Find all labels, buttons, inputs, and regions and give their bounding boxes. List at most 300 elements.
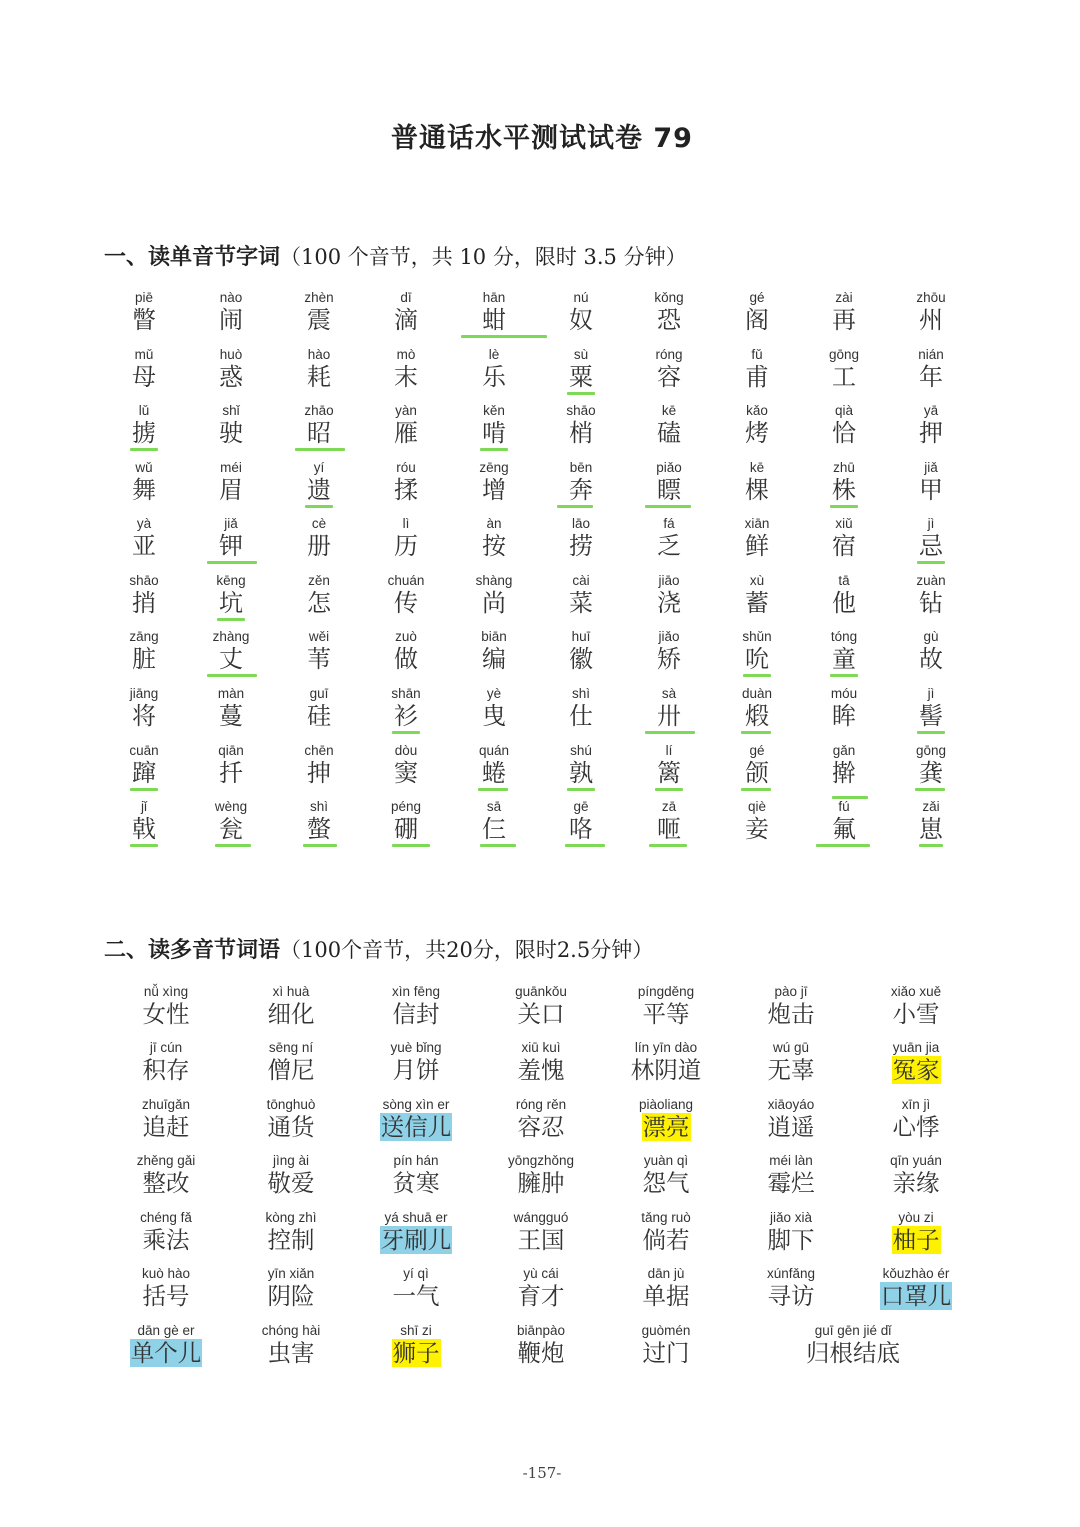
hanzi: 瞥	[132, 306, 156, 334]
word-hanzi-wrap	[471, 1226, 611, 1254]
syllable-item	[459, 404, 529, 447]
pinyin: gōng	[915, 743, 947, 758]
pinyin: qiān	[218, 743, 244, 758]
syllable-item	[371, 687, 441, 730]
pinyin: biān	[481, 629, 507, 644]
word-item	[96, 1267, 236, 1310]
syllable-item	[809, 517, 879, 560]
syllable-item	[371, 291, 441, 334]
hanzi: 硼	[394, 815, 418, 843]
underline-mark	[480, 448, 508, 451]
syllable-item	[722, 687, 792, 730]
syllable-item	[546, 800, 616, 843]
syllable-item	[546, 404, 616, 447]
underline-mark	[741, 788, 771, 791]
syllable-item	[109, 404, 179, 447]
pinyin: yè	[486, 686, 502, 701]
syllable-item	[896, 517, 966, 560]
underline-mark	[743, 674, 771, 677]
word-hanzi-wrap	[846, 1000, 986, 1028]
syllable-item	[896, 744, 966, 787]
word-item	[596, 1211, 736, 1254]
word-item	[721, 1098, 861, 1141]
syllable-item	[371, 800, 441, 843]
word-hanzi: 倘若	[642, 1226, 690, 1254]
pinyin: péng	[390, 799, 422, 814]
hanzi: 仕	[569, 702, 593, 730]
section-2-heading	[104, 933, 653, 964]
word-item	[721, 1267, 861, 1310]
word-hanzi-wrap	[471, 1000, 611, 1028]
underline-mark	[567, 788, 595, 791]
hanzi: 奔	[569, 476, 593, 504]
hanzi: 闹	[219, 306, 243, 334]
pinyin: wèng	[214, 799, 248, 814]
word-hanzi: 鞭炮	[517, 1339, 565, 1367]
word-hanzi: 追赶	[142, 1113, 190, 1141]
pinyin: cài	[572, 573, 590, 588]
underline-mark	[830, 505, 858, 508]
pinyin: yàn	[395, 403, 417, 418]
word-item	[221, 1211, 361, 1254]
hanzi: 忌	[919, 532, 943, 560]
syllable-item	[284, 404, 354, 447]
hanzi: 宿	[832, 532, 856, 560]
syllable-item	[634, 574, 704, 617]
underline-mark	[130, 844, 158, 847]
underline-mark	[480, 844, 516, 847]
underline-mark	[215, 844, 251, 847]
pinyin: fú	[838, 799, 850, 814]
underline-mark	[295, 448, 345, 451]
syllable-item	[196, 630, 266, 673]
syllable-item	[459, 348, 529, 391]
word-hanzi-wrap	[96, 1226, 236, 1254]
syllable-item	[196, 517, 266, 560]
syllable-item	[109, 744, 179, 787]
syllable-item	[722, 291, 792, 334]
syllable-item	[459, 291, 529, 334]
word-hanzi: 送信儿	[380, 1113, 452, 1141]
word-hanzi-wrap	[596, 1226, 736, 1254]
pinyin: sà	[661, 686, 677, 701]
hanzi: 吮	[745, 645, 769, 673]
word-hanzi: 关口	[517, 1000, 565, 1028]
word-item	[721, 1041, 861, 1084]
syllable-item	[722, 800, 792, 843]
word-hanzi-wrap	[221, 1339, 361, 1367]
word-item	[346, 1041, 486, 1084]
pinyin: wú gū	[772, 1040, 810, 1055]
underline-mark	[649, 844, 687, 847]
hanzi: 亚	[132, 532, 156, 560]
word-item	[471, 1267, 611, 1310]
hanzi: 蚶	[482, 306, 506, 334]
syllable-item	[809, 630, 879, 673]
syllable-item	[109, 687, 179, 730]
syllable-item	[809, 574, 879, 617]
syllable-item	[546, 517, 616, 560]
section-2-note: （100个音节，共20分，限时2.5分钟）	[280, 938, 654, 962]
hanzi: 髻	[919, 702, 943, 730]
underline-mark	[557, 505, 593, 508]
hanzi: 孰	[569, 759, 593, 787]
underline-mark	[917, 561, 945, 564]
pinyin: zā	[661, 799, 677, 814]
pinyin: wǔ	[135, 460, 153, 475]
syllable-item	[284, 348, 354, 391]
pinyin: zěn	[308, 573, 330, 588]
pinyin: kǎo	[746, 403, 768, 418]
pinyin: sù	[573, 347, 589, 362]
word-hanzi-wrap	[346, 1339, 486, 1367]
hanzi: 抻	[307, 759, 331, 787]
syllable-item	[371, 744, 441, 787]
pinyin: gù	[923, 629, 939, 644]
word-hanzi-wrap	[346, 1282, 486, 1310]
pinyin: huò	[219, 347, 243, 362]
pinyin: yuān jia	[892, 1040, 940, 1055]
underline-mark	[392, 731, 420, 734]
word-hanzi-wrap	[96, 1113, 236, 1141]
word-hanzi-wrap	[221, 1226, 361, 1254]
pinyin: kēng	[216, 573, 246, 588]
underline-mark	[645, 731, 695, 734]
word-item	[596, 985, 736, 1028]
pinyin: wěi	[308, 629, 330, 644]
hanzi: 棵	[745, 476, 769, 504]
word-hanzi-wrap	[96, 1282, 236, 1310]
word-item	[596, 1154, 736, 1197]
word-hanzi: 单个儿	[130, 1339, 202, 1367]
pinyin: hào	[307, 347, 331, 362]
pinyin: dī	[400, 290, 412, 305]
word-hanzi-wrap	[846, 1169, 986, 1197]
pinyin: xù	[749, 573, 765, 588]
pinyin: hān	[482, 290, 506, 305]
syllable-item	[196, 687, 266, 730]
syllable-item	[896, 291, 966, 334]
pinyin: jiāng	[129, 686, 159, 701]
syllable-item	[196, 461, 266, 504]
word-hanzi: 心悸	[892, 1113, 940, 1141]
word-hanzi: 小雪	[892, 1000, 940, 1028]
pinyin: shǐ	[222, 403, 240, 418]
underline-mark	[217, 618, 245, 621]
word-hanzi: 脚下	[767, 1226, 815, 1254]
hanzi: 将	[132, 702, 156, 730]
hanzi: 浇	[657, 589, 681, 617]
syllable-item	[546, 574, 616, 617]
syllable-item	[109, 574, 179, 617]
pinyin: xiǎo xuě	[890, 984, 942, 999]
syllable-item	[109, 461, 179, 504]
pinyin: huī	[571, 629, 591, 644]
pinyin: tōnghuò	[266, 1097, 316, 1112]
hanzi: 篱	[657, 759, 681, 787]
syllable-item	[459, 517, 529, 560]
word-item	[846, 1267, 986, 1310]
hanzi: 啃	[482, 419, 506, 447]
hanzi: 窦	[394, 759, 418, 787]
word-hanzi: 控制	[267, 1226, 315, 1254]
word-item	[96, 1211, 236, 1254]
syllable-item	[809, 687, 879, 730]
hanzi: 衫	[394, 702, 418, 730]
syllable-item	[809, 348, 879, 391]
hanzi: 甫	[745, 363, 769, 391]
word-hanzi-wrap	[846, 1056, 986, 1084]
syllable-item	[634, 744, 704, 787]
pinyin: kěn	[483, 403, 505, 418]
syllable-item	[809, 461, 879, 504]
pinyin: chéng fǎ	[140, 1210, 192, 1225]
syllable-item	[546, 744, 616, 787]
hanzi: 揉	[394, 476, 418, 504]
syllable-item	[896, 404, 966, 447]
pinyin: xúnfǎng	[766, 1266, 816, 1281]
pinyin: méi làn	[769, 1153, 813, 1168]
pinyin: tóng	[830, 629, 858, 644]
hanzi: 按	[482, 532, 506, 560]
syllable-item	[284, 744, 354, 787]
syllable-item	[109, 291, 179, 334]
underline-mark	[207, 674, 257, 677]
word-hanzi-wrap	[471, 1169, 611, 1197]
pinyin: guī gēn jié dǐ	[814, 1323, 892, 1338]
word-hanzi: 容忍	[517, 1113, 565, 1141]
pinyin: jī cún	[149, 1040, 183, 1055]
syllable-item	[371, 404, 441, 447]
hanzi: 工	[832, 363, 856, 391]
syllable-item	[809, 800, 879, 843]
word-hanzi: 怨气	[642, 1169, 690, 1197]
underline-mark	[392, 844, 430, 847]
underline-mark	[478, 788, 508, 791]
word-item	[221, 1154, 361, 1197]
word-item	[471, 1154, 611, 1197]
word-hanzi: 柚子	[892, 1226, 940, 1254]
word-hanzi-wrap	[346, 1000, 486, 1028]
syllable-item	[896, 687, 966, 730]
pinyin: gē	[573, 799, 589, 814]
pinyin: biānpào	[516, 1323, 566, 1338]
pinyin: zhàng	[212, 629, 250, 644]
word-hanzi: 女性	[142, 1000, 190, 1028]
pinyin: chuán	[387, 573, 425, 588]
syllable-item	[896, 348, 966, 391]
pinyin: xiān	[744, 516, 770, 531]
underline-mark	[917, 731, 945, 734]
hanzi: 鲜	[745, 532, 769, 560]
pinyin: wángguó	[513, 1210, 569, 1225]
hanzi: 氟	[832, 815, 856, 843]
word-hanzi-wrap	[221, 1282, 361, 1310]
word-item	[96, 1041, 236, 1084]
hanzi: 梢	[569, 419, 593, 447]
hanzi: 徽	[569, 645, 593, 673]
syllable-item	[634, 687, 704, 730]
hanzi: 雁	[394, 419, 418, 447]
word-item	[596, 1324, 736, 1367]
word-hanzi: 信封	[392, 1000, 440, 1028]
pinyin: gǎn	[832, 743, 856, 758]
hanzi: 钾	[219, 532, 243, 560]
word-hanzi-wrap	[721, 1169, 861, 1197]
word-hanzi-wrap	[221, 1056, 361, 1084]
word-hanzi: 括号	[142, 1282, 190, 1310]
section-1-heading	[104, 240, 687, 271]
syllable-item	[109, 630, 179, 673]
word-hanzi-wrap	[221, 1000, 361, 1028]
word-hanzi-wrap	[96, 1169, 236, 1197]
hanzi: 甲	[919, 476, 943, 504]
word-item	[471, 1098, 611, 1141]
pinyin: gōng	[828, 347, 860, 362]
pinyin: zài	[835, 290, 853, 305]
pinyin: tā	[838, 573, 850, 588]
word-hanzi: 寻访	[767, 1282, 815, 1310]
hanzi: 恰	[832, 419, 856, 447]
pinyin: chóng hài	[261, 1323, 321, 1338]
underline-mark	[915, 788, 945, 791]
hanzi: 故	[919, 645, 943, 673]
pinyin: zǎi	[922, 799, 940, 814]
hanzi: 舞	[132, 476, 156, 504]
pinyin: guī	[309, 686, 329, 701]
hanzi: 容	[657, 363, 681, 391]
pinyin: jiāo	[658, 573, 680, 588]
word-item	[596, 1041, 736, 1084]
syllable-item	[371, 517, 441, 560]
word-hanzi-wrap	[721, 1113, 861, 1141]
pinyin: yí	[313, 460, 325, 475]
word-hanzi-wrap	[96, 1339, 236, 1367]
pinyin: jiǎ	[224, 516, 238, 531]
pinyin: qīn yuán	[890, 1153, 942, 1168]
word-hanzi: 单据	[642, 1282, 690, 1310]
hanzi: 捎	[132, 589, 156, 617]
pinyin: lín yīn dào	[634, 1040, 698, 1055]
underline-mark	[830, 674, 858, 677]
word-item	[471, 1211, 611, 1254]
underline-mark	[305, 505, 333, 508]
hanzi: 眉	[219, 476, 243, 504]
syllable-item	[284, 687, 354, 730]
hanzi: 年	[919, 363, 943, 391]
syllable-item	[722, 348, 792, 391]
pinyin: méi	[220, 460, 242, 475]
hanzi: 州	[919, 306, 943, 334]
syllable-item	[371, 461, 441, 504]
pinyin: shì	[571, 686, 590, 701]
syllable-item	[459, 744, 529, 787]
pinyin: lǔ	[138, 403, 150, 418]
word-hanzi: 平等	[642, 1000, 690, 1028]
syllable-item	[196, 291, 266, 334]
hanzi: 惑	[219, 363, 243, 391]
syllable-item	[196, 800, 266, 843]
pinyin: cè	[311, 516, 327, 531]
word-hanzi: 僧尼	[267, 1056, 315, 1084]
pinyin: yā	[923, 403, 939, 418]
hanzi: 蓄	[745, 589, 769, 617]
hanzi: 童	[832, 645, 856, 673]
hanzi: 母	[132, 363, 156, 391]
hanzi: 卅	[657, 702, 681, 730]
hanzi: 擀	[832, 759, 856, 787]
syllable-item	[284, 517, 354, 560]
word-hanzi-wrap	[721, 1000, 861, 1028]
word-hanzi: 虫害	[267, 1339, 315, 1367]
pinyin: dān jù	[647, 1266, 685, 1281]
pinyin: duàn	[741, 686, 773, 701]
syllable-item	[634, 291, 704, 334]
pinyin: kǒuzhào ér	[882, 1266, 950, 1281]
hanzi: 粟	[569, 363, 593, 391]
word-hanzi: 无辜	[767, 1056, 815, 1084]
word-hanzi: 牙刷儿	[380, 1226, 452, 1254]
word-hanzi: 亲缘	[892, 1169, 940, 1197]
word-item	[783, 1324, 923, 1367]
hanzi: 坑	[219, 589, 243, 617]
pinyin: sēng ní	[268, 1040, 314, 1055]
pinyin: cuān	[129, 743, 159, 758]
word-hanzi-wrap	[721, 1282, 861, 1310]
pinyin: zuàn	[916, 573, 946, 588]
pinyin: móu	[830, 686, 858, 701]
pinyin: piē	[134, 290, 153, 305]
syllable-item	[722, 574, 792, 617]
word-hanzi-wrap	[346, 1113, 486, 1141]
word-hanzi-wrap	[596, 1113, 736, 1141]
pinyin: róu	[396, 460, 416, 475]
pinyin: shī zi	[400, 1323, 432, 1338]
word-hanzi: 口罩儿	[880, 1282, 952, 1310]
hanzi: 烤	[745, 419, 769, 447]
syllable-item	[371, 630, 441, 673]
word-hanzi: 通货	[267, 1113, 315, 1141]
hanzi: 脏	[132, 645, 156, 673]
pinyin: kuò hào	[141, 1266, 191, 1281]
hanzi: 菜	[569, 589, 593, 617]
syllable-item	[546, 348, 616, 391]
word-hanzi: 育才	[517, 1282, 565, 1310]
hanzi: 耗	[307, 363, 331, 391]
pinyin: pín hán	[393, 1153, 439, 1168]
pinyin: piàoliang	[638, 1097, 694, 1112]
pinyin: zhuīgǎn	[141, 1097, 191, 1112]
pinyin: nián	[918, 347, 944, 362]
word-hanzi: 王国	[517, 1226, 565, 1254]
pinyin: shì	[309, 799, 328, 814]
pinyin: piǎo	[656, 460, 682, 475]
word-hanzi-wrap	[596, 1339, 736, 1367]
hanzi: 扦	[219, 759, 243, 787]
word-hanzi: 羞愧	[517, 1056, 565, 1084]
syllable-item	[634, 630, 704, 673]
syllable-item	[546, 291, 616, 334]
word-hanzi-wrap	[221, 1113, 361, 1141]
pinyin: yuàn qì	[643, 1153, 689, 1168]
underline-mark	[567, 392, 595, 395]
pinyin: zhāo	[304, 403, 334, 418]
pinyin: zuò	[395, 629, 417, 644]
pinyin: jì	[927, 686, 935, 701]
syllable-item	[546, 687, 616, 730]
word-item	[346, 1211, 486, 1254]
pinyin: xiǔ	[835, 516, 853, 531]
